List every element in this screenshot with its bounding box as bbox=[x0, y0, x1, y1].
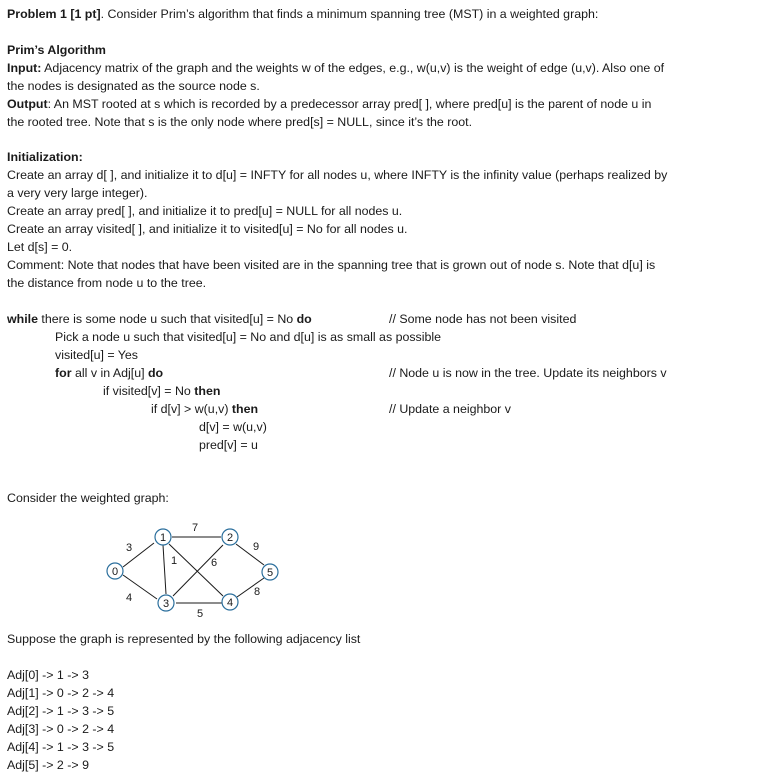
code-assign-pred: pred[v] = u bbox=[199, 438, 258, 452]
adjacency-row: Adj[2] -> 1 -> 3 -> 5 bbox=[7, 704, 115, 718]
init-title: Initialization: bbox=[7, 150, 83, 164]
code-visited-line: visited[u] = Yes bbox=[55, 348, 139, 362]
init-comment: Comment: Note that nodes that have been visited are in the spanning tree that is grown out of node s. Note that d[u] is bbox=[7, 258, 656, 272]
adjacency-row: Adj[3] -> 0 -> 2 -> 4 bbox=[7, 722, 115, 736]
edge-1-3 bbox=[163, 545, 166, 594]
edge-weight: 1 bbox=[170, 555, 178, 567]
adjacency-row: Adj[5] -> 2 -> 9 bbox=[7, 758, 89, 772]
init-line: a very very large integer). bbox=[7, 186, 148, 200]
node-label: 0 bbox=[111, 566, 119, 578]
node-label: 3 bbox=[162, 598, 170, 610]
problem-heading: Problem 1 [1 pt]. Consider Prim’s algorithm that finds a minimum spanning tree (MST) in a weighted graph: bbox=[7, 7, 599, 21]
edge-weight: 7 bbox=[191, 522, 199, 534]
edge-weight: 4 bbox=[125, 592, 133, 604]
graph-intro: Consider the weighted graph: bbox=[7, 491, 169, 505]
output-line-2: the rooted tree. Note that s is the only node where pred[s] = NULL, since it’s the root. bbox=[7, 115, 473, 129]
edge-2-5 bbox=[236, 544, 264, 565]
algorithm-title: Prim’s Algorithm bbox=[7, 43, 106, 57]
code-if-distance-line: if d[v] > w(u,v) then bbox=[151, 402, 259, 416]
weighted-graph bbox=[0, 515, 300, 620]
code-comment: // Update a neighbor v bbox=[389, 402, 511, 416]
init-line: Create an array d[ ], and initialize it to d[u] = INFTY for all nodes u, where INFTY is the infinity value (perhaps realized by bbox=[7, 168, 668, 182]
node-label: 5 bbox=[266, 567, 274, 579]
adjacency-row: Adj[1] -> 0 -> 2 -> 4 bbox=[7, 686, 115, 700]
node-label: 4 bbox=[226, 597, 234, 609]
init-line: Create an array visited[ ], and initialize it to visited[u] = No for all nodes u. bbox=[7, 222, 408, 236]
edge-weight: 9 bbox=[252, 541, 260, 553]
code-if-visited-line: if visited[v] = No then bbox=[103, 384, 221, 398]
code-comment: // Node u is now in the tree. Update its neighbors v bbox=[389, 366, 667, 380]
edge-weight: 5 bbox=[196, 608, 204, 620]
input-line-1: Input: Adjacency matrix of the graph and the weights w of the edges, e.g., w(u,v) is the weight of edge (u,v). Also one of bbox=[7, 61, 665, 75]
node-label: 1 bbox=[159, 532, 167, 544]
node-label: 2 bbox=[226, 532, 234, 544]
edge-weight: 8 bbox=[253, 586, 261, 598]
adjacency-row: Adj[4] -> 1 -> 3 -> 5 bbox=[7, 740, 115, 754]
edge-weight: 3 bbox=[125, 542, 133, 554]
output-line-1: Output: An MST rooted at s which is recorded by a predecessor array pred[ ], where pred[u] is the parent of node u in bbox=[7, 97, 652, 111]
adjacency-intro: Suppose the graph is represented by the following adjacency list bbox=[7, 632, 361, 646]
adjacency-row: Adj[0] -> 1 -> 3 bbox=[7, 668, 89, 682]
input-line-2: the nodes is designated as the source node s. bbox=[7, 79, 260, 93]
edge-1-4 bbox=[169, 544, 223, 596]
code-while-line: while there is some node u such that visited[u] = No do bbox=[7, 312, 312, 326]
code-comment: // Some node has not been visited bbox=[389, 312, 577, 326]
code-pick-line: Pick a node u such that visited[u] = No and d[u] is as small as possible bbox=[55, 330, 442, 344]
code-for-line: for all v in Adj[u] do bbox=[55, 366, 164, 380]
edge-weight: 6 bbox=[210, 557, 218, 569]
code-assign-d: d[v] = w(u,v) bbox=[199, 420, 267, 434]
init-line: Let d[s] = 0. bbox=[7, 240, 73, 254]
init-line: Create an array pred[ ], and initialize it to pred[u] = NULL for all nodes u. bbox=[7, 204, 403, 218]
init-comment: the distance from node u to the tree. bbox=[7, 276, 207, 290]
